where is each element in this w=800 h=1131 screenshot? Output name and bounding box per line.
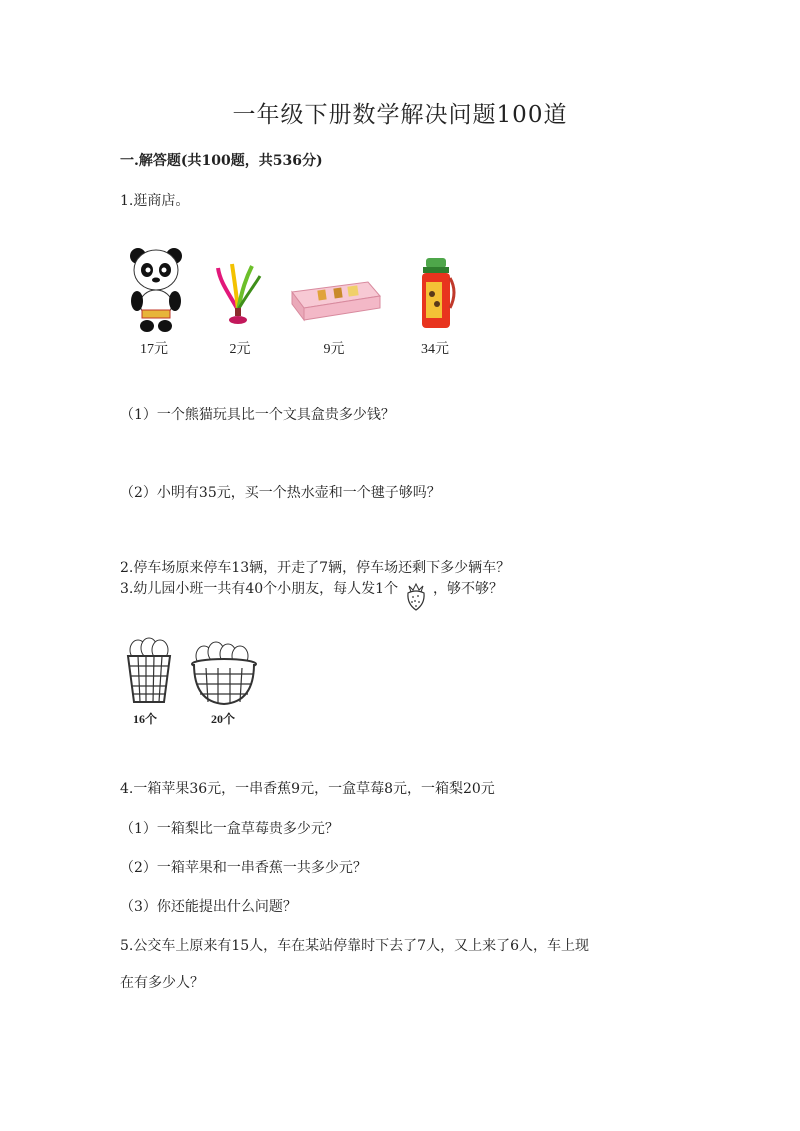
price-label: 2元 [229, 342, 251, 357]
pencil-box-icon [288, 278, 382, 324]
question-1-sub-2: （2）小明有35元，买一个热水壶和一个毽子够吗？ [120, 485, 441, 501]
section-heading: 一.解答题(共100题，共536分) [120, 153, 323, 169]
price-label: 17元 [140, 342, 168, 357]
basket-count-label: 20个 [210, 712, 235, 726]
question-5-line-1: 5.公交车上原来有15人，车在某站停靠时下去了7人，又上来了6人，车上现 [120, 938, 589, 954]
price-label: 34元 [421, 342, 449, 357]
question-3-text-before: 3.幼儿园小班一共有40个小朋友，每人发1个 [120, 581, 399, 597]
question-4-sub-1: （1）一箱梨比一盒草莓贵多少元？ [120, 821, 339, 837]
question-3-text-after: ，够不够？ [432, 581, 503, 597]
basket-count-label: 16个 [132, 712, 157, 726]
question-1-sub-1: （1）一个熊猫玩具比一个文具盒贵多少钱？ [120, 407, 395, 423]
question-2: 2.停车场原来停车13辆，开走了7辆，停车场还剩下多少辆车？ [120, 560, 511, 576]
question-3 [120, 578, 503, 608]
strawberry-icon [403, 582, 429, 612]
strawberry-basket-icon [124, 636, 174, 706]
water-bottle-icon [414, 258, 458, 330]
question-4-sub-2: （2）一箱苹果和一串香蕉一共多少元？ [120, 860, 367, 876]
question-5-line-2: 在有多少人？ [120, 975, 204, 991]
shuttlecock-icon [214, 262, 262, 328]
price-label: 9元 [323, 342, 345, 357]
strawberry-basket-icon [190, 640, 258, 706]
page-title: 一年级下册数学解决问题100道 [232, 102, 568, 128]
question-4: 4.一箱苹果36元，一串香蕉9元，一盒草莓8元，一箱梨20元 [120, 781, 495, 797]
question-1-intro: 1.逛商店。 [120, 193, 190, 209]
question-4-sub-3: （3）你还能提出什么问题？ [120, 899, 297, 915]
panda-toy-icon [128, 246, 184, 336]
